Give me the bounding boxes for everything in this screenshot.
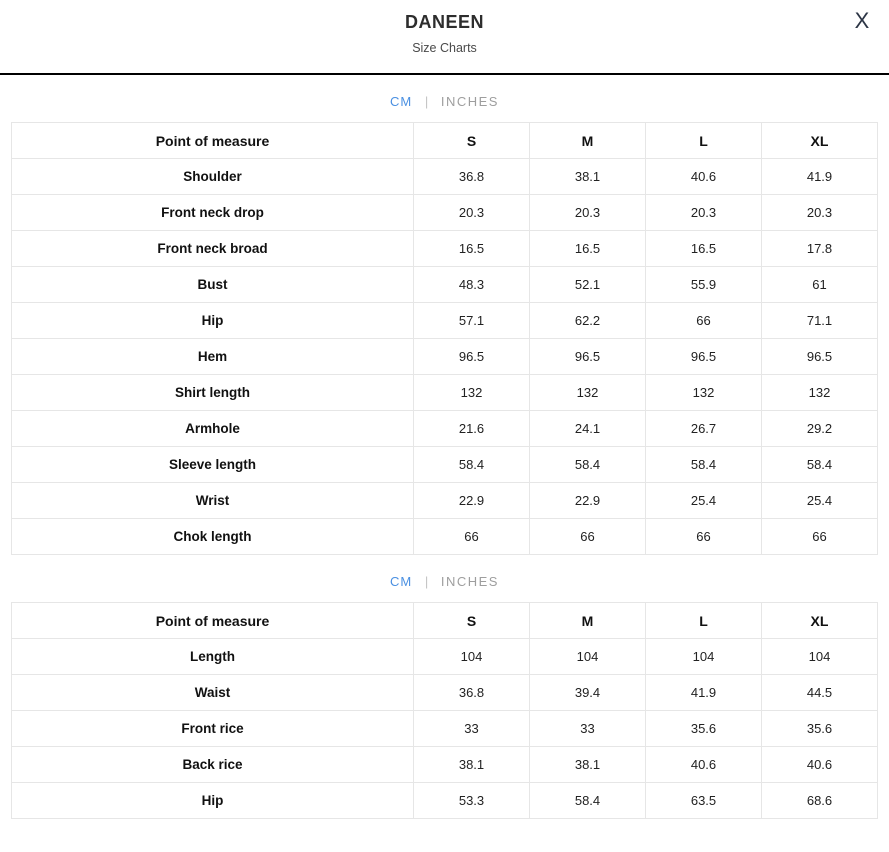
table-row <box>12 231 878 267</box>
close-icon[interactable]: X <box>847 6 877 36</box>
table-row <box>12 675 878 711</box>
unit-toggle-top <box>0 94 889 109</box>
column-header-size: M <box>530 123 646 159</box>
unit-cm-button[interactable]: CM <box>390 574 413 589</box>
measure-value: 41.9 <box>762 159 878 195</box>
measure-value: 58.4 <box>646 447 762 483</box>
table-row <box>12 267 878 303</box>
measure-value: 25.4 <box>762 483 878 519</box>
measure-value: 25.4 <box>646 483 762 519</box>
measure-value: 38.1 <box>530 747 646 783</box>
measure-label: Waist <box>12 675 414 711</box>
measure-value: 22.9 <box>530 483 646 519</box>
measure-value: 26.7 <box>646 411 762 447</box>
column-header-measure: Point of measure <box>12 123 414 159</box>
measure-value: 66 <box>414 519 530 555</box>
column-header-size: L <box>646 123 762 159</box>
measure-value: 58.4 <box>414 447 530 483</box>
table-row <box>12 195 878 231</box>
measure-value: 29.2 <box>762 411 878 447</box>
measure-value: 35.6 <box>762 711 878 747</box>
column-header-size: XL <box>762 123 878 159</box>
measure-value: 132 <box>762 375 878 411</box>
table-row <box>12 303 878 339</box>
measure-value: 39.4 <box>530 675 646 711</box>
measure-value: 132 <box>646 375 762 411</box>
table-header-row <box>12 123 878 159</box>
table-row <box>12 339 878 375</box>
measure-value: 61 <box>762 267 878 303</box>
table-row <box>12 375 878 411</box>
unit-separator: | <box>424 574 429 589</box>
measure-value: 96.5 <box>762 339 878 375</box>
measure-value: 66 <box>530 519 646 555</box>
measure-value: 53.3 <box>414 783 530 819</box>
measure-value: 68.6 <box>762 783 878 819</box>
size-chart-table-bottom <box>11 602 878 819</box>
measure-value: 104 <box>762 639 878 675</box>
measure-value: 52.1 <box>530 267 646 303</box>
table-row <box>12 483 878 519</box>
table-row <box>12 411 878 447</box>
measure-value: 33 <box>530 711 646 747</box>
table-row <box>12 519 878 555</box>
measure-value: 17.8 <box>762 231 878 267</box>
measure-value: 40.6 <box>762 747 878 783</box>
measure-value: 16.5 <box>646 231 762 267</box>
measure-label: Chok length <box>12 519 414 555</box>
measure-value: 41.9 <box>646 675 762 711</box>
unit-inches-button[interactable]: INCHES <box>440 94 499 109</box>
table-row <box>12 711 878 747</box>
measure-value: 40.6 <box>646 747 762 783</box>
unit-cm-button[interactable]: CM <box>390 94 413 109</box>
table-row <box>12 783 878 819</box>
table-row <box>12 447 878 483</box>
measure-value: 55.9 <box>646 267 762 303</box>
measure-value: 33 <box>414 711 530 747</box>
product-title: DANEEN <box>404 12 484 32</box>
size-chart-table-top <box>11 122 878 555</box>
measure-label: Back rice <box>12 747 414 783</box>
column-header-size: S <box>414 123 530 159</box>
measure-label: Hip <box>12 303 414 339</box>
measure-label: Wrist <box>12 483 414 519</box>
measure-value: 21.6 <box>414 411 530 447</box>
measure-value: 38.1 <box>530 159 646 195</box>
measure-label: Front neck drop <box>12 195 414 231</box>
measure-label: Shirt length <box>12 375 414 411</box>
measure-value: 104 <box>414 639 530 675</box>
measure-label: Front neck broad <box>12 231 414 267</box>
measure-value: 96.5 <box>646 339 762 375</box>
measure-value: 20.3 <box>646 195 762 231</box>
measure-value: 40.6 <box>646 159 762 195</box>
measure-label: Armhole <box>12 411 414 447</box>
table-row <box>12 747 878 783</box>
table-row <box>12 639 878 675</box>
measure-label: Sleeve length <box>12 447 414 483</box>
measure-value: 96.5 <box>414 339 530 375</box>
measure-value: 36.8 <box>414 675 530 711</box>
measure-value: 63.5 <box>646 783 762 819</box>
modal-header <box>0 0 889 75</box>
measure-value: 132 <box>530 375 646 411</box>
unit-separator: | <box>424 94 429 109</box>
measure-value: 24.1 <box>530 411 646 447</box>
measure-value: 35.6 <box>646 711 762 747</box>
column-header-size: S <box>414 603 530 639</box>
measure-value: 48.3 <box>414 267 530 303</box>
measure-value: 96.5 <box>530 339 646 375</box>
measure-value: 104 <box>646 639 762 675</box>
measure-value: 16.5 <box>414 231 530 267</box>
measure-value: 38.1 <box>414 747 530 783</box>
measure-value: 58.4 <box>530 783 646 819</box>
column-header-size: L <box>646 603 762 639</box>
column-header-size: XL <box>762 603 878 639</box>
table-header-row <box>12 603 878 639</box>
measure-label: Shoulder <box>12 159 414 195</box>
measure-value: 62.2 <box>530 303 646 339</box>
column-header-size: M <box>530 603 646 639</box>
table-row <box>12 159 878 195</box>
unit-toggle-bottom <box>0 574 889 589</box>
measure-value: 66 <box>646 519 762 555</box>
measure-value: 22.9 <box>414 483 530 519</box>
measure-label: Hem <box>12 339 414 375</box>
measure-value: 104 <box>530 639 646 675</box>
measure-value: 16.5 <box>530 231 646 267</box>
measure-value: 20.3 <box>762 195 878 231</box>
measure-label: Length <box>12 639 414 675</box>
measure-value: 58.4 <box>762 447 878 483</box>
measure-label: Front rice <box>12 711 414 747</box>
measure-label: Hip <box>12 783 414 819</box>
measure-value: 132 <box>414 375 530 411</box>
measure-value: 58.4 <box>530 447 646 483</box>
measure-value: 36.8 <box>414 159 530 195</box>
measure-value: 20.3 <box>414 195 530 231</box>
measure-value: 44.5 <box>762 675 878 711</box>
measure-value: 20.3 <box>530 195 646 231</box>
column-header-measure: Point of measure <box>12 603 414 639</box>
modal-subtitle: Size Charts <box>412 41 477 55</box>
measure-value: 66 <box>762 519 878 555</box>
unit-inches-button[interactable]: INCHES <box>440 574 499 589</box>
measure-value: 57.1 <box>414 303 530 339</box>
measure-label: Bust <box>12 267 414 303</box>
measure-value: 71.1 <box>762 303 878 339</box>
measure-value: 66 <box>646 303 762 339</box>
